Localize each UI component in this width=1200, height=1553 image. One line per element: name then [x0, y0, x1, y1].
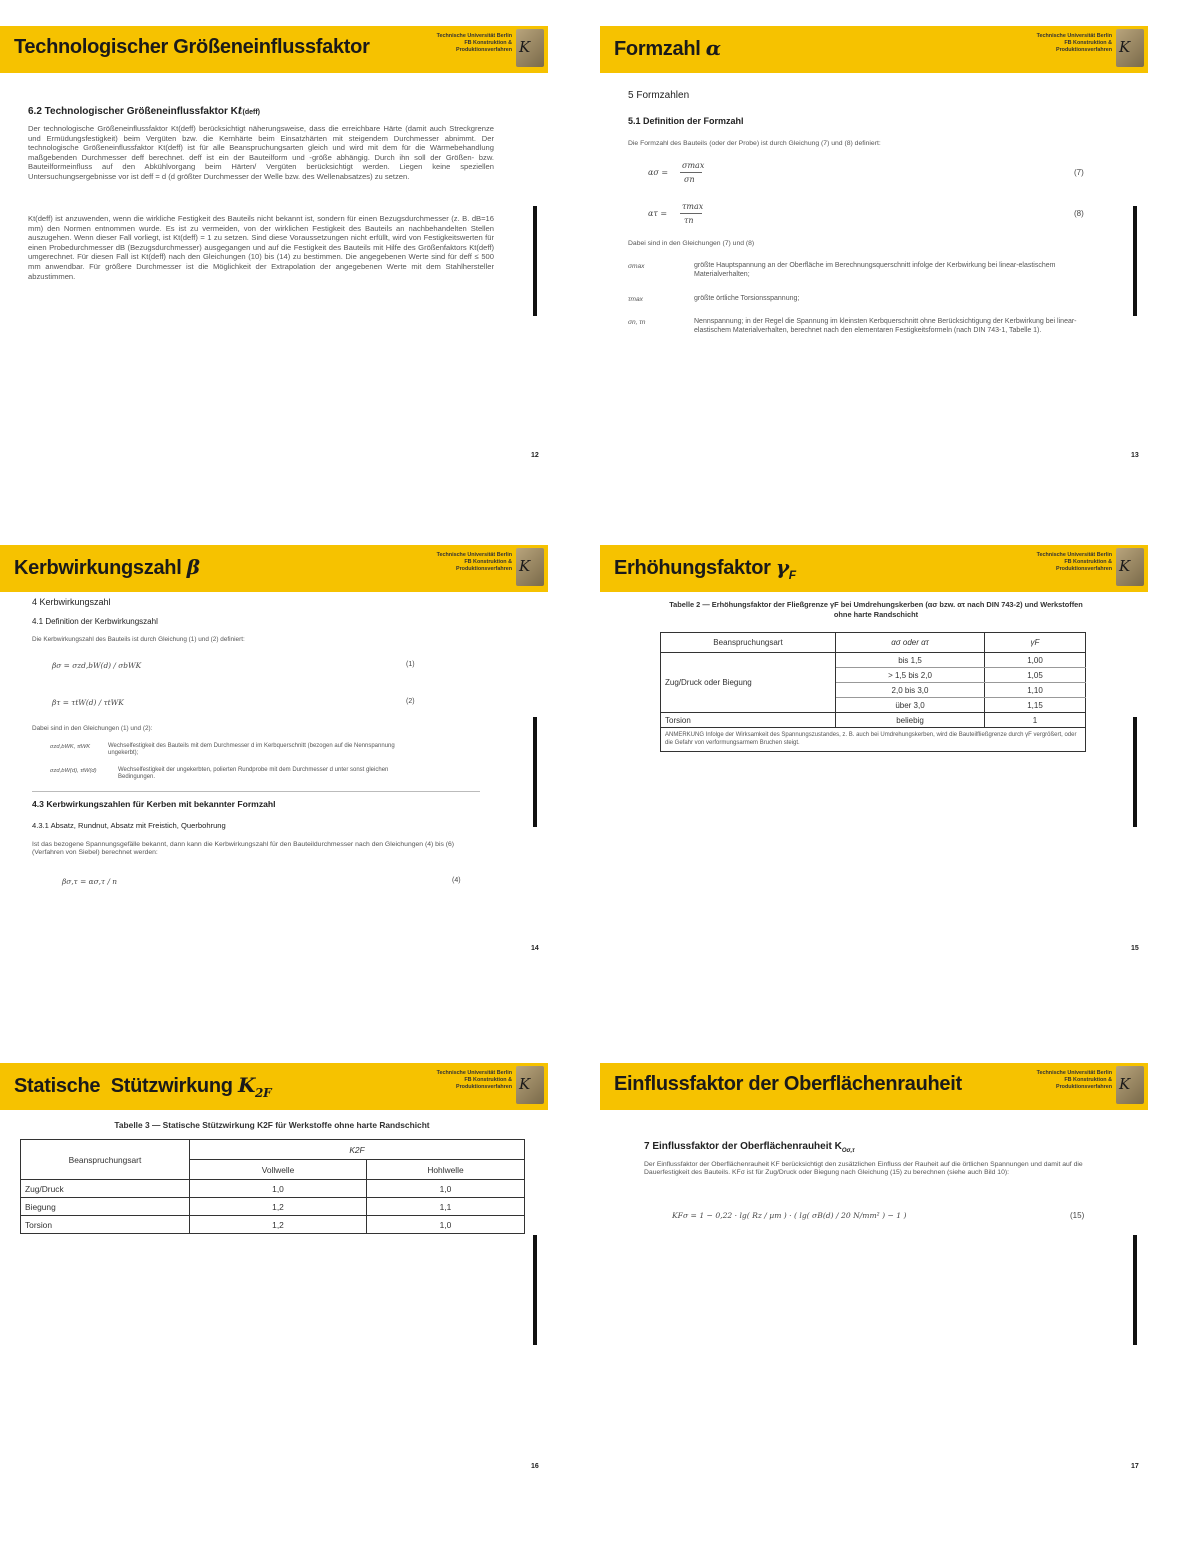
- sidebar-marker: [1133, 717, 1137, 827]
- row-group-label: Zug/Druck oder Biegung: [661, 653, 836, 713]
- table-cell: 1,15: [985, 698, 1086, 713]
- page-number: 14: [531, 945, 539, 952]
- slide-oberflaechenrauheit[interactable]: [600, 1063, 1148, 1543]
- erhoehungsfaktor-table: [660, 632, 1086, 752]
- table-cell: 2,0 bis 3,0: [836, 683, 985, 698]
- table-caption: Tabelle 3 — Statische Stützwirkung K2F für Werkstoffe ohne harte Randschicht: [114, 1120, 430, 1130]
- paragraph-1: Der technologische Größeneinflussfaktor Kt(deff) berücksichtigt näherungsweise, dass die erreichbare Härte (damit auch Streckgrenze und Ermüdungsfestigkeit) beim Vergüten bzw. die Kernhärte beim Einsatzhärten mit steigendem Durchmesser abnimmt. Der technologische Größeneinflussfaktor Kt(deff) ist für alle Beanspruchungsarten gleich und wird mit dem für die Wärmebehandlung maßgebenden Durchmesser deff berechnet. deff ist ein der Bauteilform und -größe abhängig. Durch ihn soll der Größen- bzw. Bauteilformeinfluss auf den Abkühlvorgang beim Härten/ Vergüten berücksichtigt werden. Liegen keine speziellen Untersuchungsergebnisse vor ist deff = d (d größter Durchmesser der Welle bzw. des Wellenabsatzes) zu setzen.: [28, 124, 494, 181]
- subsection-heading: 4.3.1 Absatz, Rundnut, Absatz mit Freistich, Querbohrung: [32, 821, 226, 830]
- subsection-heading: 4.1 Definition der Kerbwirkungszahl: [32, 617, 158, 626]
- definition-text: größte örtliche Torsionsspannung;: [694, 295, 800, 302]
- table-cell: beliebig: [836, 713, 985, 728]
- page-number: 16: [531, 1463, 539, 1470]
- logo-text: K: [519, 557, 531, 575]
- section-heading: 4.3 Kerbwirkungszahlen für Kerben mit bekannter Formzahl: [32, 799, 276, 809]
- slide-technologischer-groesseneinfluss[interactable]: [0, 26, 548, 506]
- sidebar-marker: [533, 717, 537, 827]
- slide-title: Formzahl α: [614, 36, 721, 60]
- institute-logo: [1116, 29, 1144, 67]
- definition-symbol: τmax: [628, 296, 643, 303]
- sidebar-marker: [533, 1235, 537, 1345]
- sidebar-marker: [1133, 206, 1137, 316]
- section-heading: 6.2 Technologischer Größeneinflussfaktor Kt(deff): [28, 106, 260, 117]
- column-header: ασ oder ατ: [836, 633, 985, 653]
- table-cell: 1,0: [190, 1180, 367, 1198]
- slide-title: Kerbwirkungszahl β: [14, 555, 200, 579]
- table-cell: 1,2: [190, 1198, 367, 1216]
- stuetzwirkung-table: [20, 1139, 525, 1234]
- institute-label: Technische Universität Berlin FB Konstruktion & Produktionsverfahren: [436, 33, 512, 53]
- dabei-text: Dabei sind in den Gleichungen (1) und (2):: [32, 725, 153, 732]
- table-caption: Tabelle 2 — Erhöhungsfaktor der Fließgrenze γF bei Umdrehungskerben (ασ bzw. ατ nach DIN 743-2) und Werkstoffen ohne harte Randschicht: [669, 600, 1083, 619]
- table-cell: Torsion: [661, 713, 836, 728]
- institute-logo: [1116, 548, 1144, 586]
- table-cell: > 1,5 bis 2,0: [836, 668, 985, 683]
- slide-title: Technologischer Größeneinflussfaktor: [14, 36, 370, 58]
- subsection-heading: 5.1 Definition der Formzahl: [628, 116, 744, 126]
- logo-text: K: [1119, 1075, 1131, 1093]
- definition-symbol: σzd,bWK, τtWK: [50, 744, 91, 750]
- institute-logo: [516, 29, 544, 67]
- section-heading: 4 Kerbwirkungszahl: [32, 597, 111, 607]
- intro-text: Die Formzahl des Bauteils (oder der Probe) ist durch Gleichung (7) und (8) definiert:: [628, 140, 881, 147]
- table-cell: über 3,0: [836, 698, 985, 713]
- column-header: γF: [985, 633, 1086, 653]
- institute-label: Technische Universität Berlin FB Konstruktion & Produktionsverfahren: [1036, 552, 1112, 572]
- column-header: K2F: [190, 1140, 525, 1160]
- definition-text: Wechselfestigkeit der ungekerbten, polierten Rundprobe mit dem Durchmesser d unter sonst gleichen Bedingungen.: [118, 767, 389, 781]
- logo-text: K: [1119, 557, 1131, 575]
- page-number: 13: [1131, 452, 1139, 459]
- institute-label: Technische Universität Berlin FB Konstruktion & Produktionsverfahren: [436, 552, 512, 572]
- column-header: Hohlwelle: [367, 1160, 525, 1180]
- slide-erhoehungsfaktor[interactable]: [600, 545, 1148, 1025]
- equation-number: (2): [406, 698, 415, 705]
- table-cell: 1,2: [190, 1216, 367, 1234]
- table-cell: 1: [985, 713, 1086, 728]
- page-number: 12: [531, 452, 539, 459]
- sidebar-marker: [533, 206, 537, 316]
- column-header: Beanspruchungsart: [21, 1140, 190, 1180]
- institute-label: Technische Universität Berlin FB Konstruktion & Produktionsverfahren: [436, 1070, 512, 1090]
- institute-label: Technische Universität Berlin FB Konstruktion & Produktionsverfahren: [1036, 1070, 1112, 1090]
- slide-formzahl[interactable]: Formzahl α Technische Universität Berlin FB Konstruktion & Produktionsverfahren K 5 Formzahlen 5.1 Definition der Formzahl Die Formzahl des Bauteils (oder der Probe) ist durch Gleichung (7) und (8) definiert: ασ = σmax σn (7) ατ = τmax τn (8) Dabei sind in den Gleichungen (7) und (8) σmax größte Hauptspannung an der Oberfläche im Berechnungsquerschnitt infolge der Kerbwirkung bei linear-elastischem Materialverhalten; τmax größte örtliche Torsionsspannung; σn, τn Nennspannung; in der Regel die Spannung im kleinsten Kerbquerschnitt ohne Berücksichtigung der Kerbwirkung bei linear-elastischem Materialverhalten, berechnet nach den elementaren Festigkeitsformeln (nach DIN 743-1, Tabelle 1). 13: [600, 26, 1148, 506]
- slide-kerbwirkungszahl[interactable]: [0, 545, 548, 1025]
- page-number: 15: [1131, 945, 1139, 952]
- equation-4: βσ,τ = ασ,τ / n: [62, 877, 118, 886]
- slide-title: Einflussfaktor der Oberflächenrauheit: [614, 1073, 962, 1095]
- dabei-text: Dabei sind in den Gleichungen (7) und (8): [628, 240, 755, 247]
- table-cell: bis 1,5: [836, 653, 985, 668]
- definition-text: Nennspannung; in der Regel die Spannung im kleinsten Kerbquerschnitt ohne Berücksichtigung der Kerbwirkung bei linear-elastischem Materialverhalten, berechnet nach den elementaren Festigkeitsformeln (nach DIN 743-1, Tabelle 1).: [694, 318, 1077, 334]
- table-cell: 1,0: [367, 1180, 525, 1198]
- paragraph: Der Einflussfaktor der Oberflächenrauheit KF berücksichtigt den zusätzlichen Einfluss der Rauheit auf die örtlichen Spannungen und damit auf die Dauerfestigkeit des Bauteils. KFσ ist für Zug/Druck oder Biegung nach Gleichung (15) zu berechnen (siehe auch Bild 10):: [644, 1161, 1083, 1177]
- equation-number: (15): [1070, 1211, 1085, 1220]
- slide-title: Erhöhungsfaktor $\gamma_F$: [614, 555, 796, 582]
- table-note: ANMERKUNG Infolge der Wirksamkeit des Spannungszustandes, z. B. auch bei Umdrehungskerben, wird die Bauteilfließgrenze durch γF vergrößert, oder die Gefahr von verformungsarmem Bruchen steigt.: [661, 728, 1086, 752]
- equation-number: (1): [406, 661, 415, 668]
- slide-title: Statische Stützwirkung $K_{2F}$: [14, 1073, 272, 1100]
- table-cell: Zug/Druck: [21, 1180, 190, 1198]
- institute-logo: [1116, 1066, 1144, 1104]
- logo-text: K: [519, 1075, 531, 1093]
- equation-1: βσ = σzd,bW(d) / σbWK: [52, 661, 142, 670]
- page-number: 17: [1131, 1463, 1139, 1470]
- institute-logo: [516, 548, 544, 586]
- slide-statische-stuetzwirkung[interactable]: [0, 1063, 548, 1543]
- divider: [32, 791, 480, 792]
- definition-text: größte Hauptspannung an der Oberfläche im Berechnungsquerschnitt infolge der Kerbwirkung bei linear-elastischem Materialverhalten;: [694, 262, 1056, 278]
- table-cell: 1,0: [367, 1216, 525, 1234]
- logo-text: K: [1119, 38, 1131, 56]
- table-cell: 1,10: [985, 683, 1086, 698]
- institute-label: Technische Universität Berlin FB Konstruktion & Produktionsverfahren: [1036, 33, 1112, 53]
- logo-text: K: [519, 38, 531, 56]
- equation-number: (4): [452, 877, 461, 884]
- definition-symbol: σzd,bW(d), τtW(d): [50, 768, 97, 774]
- table-cell: 1,00: [985, 653, 1086, 668]
- paragraph: Ist das bezogene Spannungsgefälle bekannt, dann kann die Kerbwirkungszahl für den Bauteildurchmesser nach den Gleichungen (4) bis (6) (Verfahren von Siebel) berechnet werden:: [32, 841, 455, 857]
- definition-text: Wechselfestigkeit des Bauteils mit dem Durchmesser d im Kerbquerschnitt (bezogen auf die Nennspannung ungekerbt);: [108, 743, 395, 757]
- table-cell: Torsion: [21, 1216, 190, 1234]
- section-heading: 5 Formzahlen: [628, 90, 690, 101]
- definition-symbol: σmax: [628, 263, 645, 270]
- intro-text: Die Kerbwirkungszahl des Bauteils ist durch Gleichung (1) und (2) definiert:: [32, 636, 245, 643]
- table-cell: Biegung: [21, 1198, 190, 1216]
- section-heading: 7 Einflussfaktor der Oberflächenrauheit $K_{O\sigma,\tau}$: [644, 1141, 855, 1154]
- equation-2: βτ = τtW(d) / τtWK: [52, 698, 124, 707]
- definition-symbol: σn, τn: [628, 319, 646, 326]
- institute-logo: [516, 1066, 544, 1104]
- table-cell: 1,1: [367, 1198, 525, 1216]
- paragraph-2: Kt(deff) ist anzuwenden, wenn die wirkliche Festigkeit des Bauteils nicht bekannt ist, sondern für einen Bezugsdurchmesser (z. B. dB=16 mm) den Normen entnommen wurde. Es ist zu vermeiden, von der wirklichen Festigkeit des Bauteils an nachbehandelten Stellen auszugehen. Wenn dieser Fall vorliegt, ist Kt(deff) = 1 zu setzen. Sind diese Voraussetzungen nicht erfüllt, wird von Festigkeitswerten für einen Probedurchmesser dB (Bezugsdurchmesser) ausgegangen und auf die Festigkeit des Bauteils mit Hilfe des Größenfaktors Kt(deff) umgerechnet. Für diesen Fall ist Kt(deff) nach den Gleichungen (10) bis (14) zu bestimmen. Die angegebenen Werte sind für deff ≤ 500 mm anwendbar. Für größere Durchmesser ist die Möglichkeit der Extrapolation der angegebenen Werte mit dem Stahlhersteller abzustimmen.: [28, 214, 494, 281]
- sidebar-marker: [1133, 1235, 1137, 1345]
- table-cell: 1,05: [985, 668, 1086, 683]
- column-header: Beanspruchungsart: [661, 633, 836, 653]
- column-header: Vollwelle: [190, 1160, 367, 1180]
- equation-15: KFσ = 1 − 0,22 · lg( Rz / µm ) · ( lg( σB(d) / 20 N/mm² ) − 1 ): [672, 1211, 907, 1220]
